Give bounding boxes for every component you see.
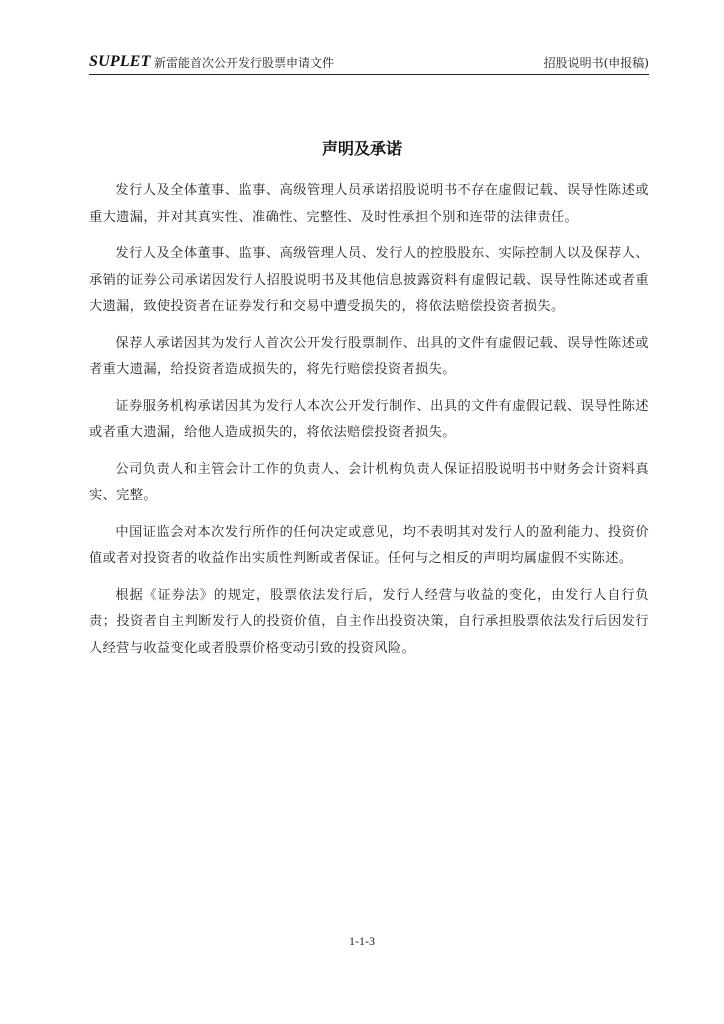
header-document-type: 招股说明书(申报稿): [543, 56, 649, 70]
page-number: 1-1-3: [349, 934, 375, 948]
paragraph-investment-risk: 根据《证券法》的规定，股票依法发行后，发行人经营与收益的变化，由发行人自行负责；投资者自主判断发行人的投资价值，自主作出投资决策，自行承担股票依法发行后因发行人经营与收益变化或者股票价格变动引致的投资风险。: [89, 587, 649, 656]
page-title: 声明及承诺: [321, 139, 402, 158]
paragraph-service-agency-commitment: 证券服务机构承诺因其为发行人本次公开发行制作、出具的文件有虚假记载、误导性陈述或者重大遗漏，给他人造成损失的，将依法赔偿投资者损失。: [89, 398, 649, 440]
page-header: [89, 52, 649, 75]
company-logo: SUPLET: [89, 53, 151, 70]
paragraph-financial-guarantee: 公司负责人和主管会计工作的负责人、会计机构负责人保证招股说明书中财务会计资料真实、完整。: [89, 461, 649, 503]
paragraph-issuer-commitment: 发行人及全体董事、监事、高级管理人员承诺招股说明书不存在虚假记载、误导性陈述或重大遗漏，并对其真实性、准确性、完整性、及时性承担个别和连带的法律责任。: [89, 183, 649, 225]
paragraph-sponsor-commitment: 保荐人承诺因其为发行人首次公开发行股票制作、出具的文件有虚假记载、误导性陈述或者重大遗漏，给投资者造成损失的，将先行赔偿投资者损失。: [89, 335, 649, 377]
header-document-title: 新雷能首次公开发行股票申请文件: [154, 56, 335, 70]
paragraph-compensation-commitment: 发行人及全体董事、监事、高级管理人员、发行人的控股股东、实际控制人以及保荐人、承销的证券公司承诺因发行人招股说明书及其他信息披露资料有虚假记载、误导性陈述或者重大遗漏，致使投资者在证券发行和交易中遭受损失的，将依法赔偿投资者损失。: [89, 246, 649, 314]
document-body: [89, 178, 649, 672]
paragraph-csrc-disclaimer: 中国证监会对本次发行所作的任何决定或意见，均不表明其对发行人的盈利能力、投资价值或者对投资者的收益作出实质性判断或者保证。任何与之相反的声明均属虚假不实陈述。: [89, 524, 649, 566]
